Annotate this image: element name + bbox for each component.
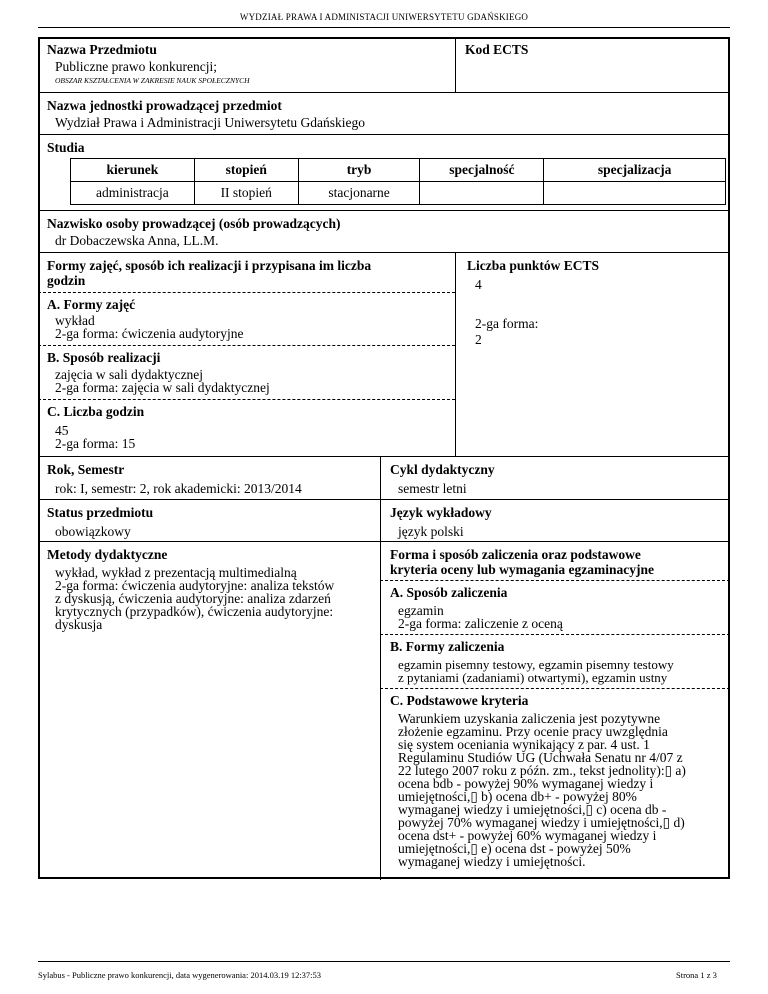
unit-value: Wydział Prawa i Administracji Uniwersytetu Gdańskiego <box>55 115 365 130</box>
subject-name-value: Publiczne prawo konkurencji; <box>55 59 217 74</box>
criteria-line: umiejętności,▯ e) ocena dst - powyżej 50% <box>398 841 631 856</box>
forms-label-line2: godzin <box>47 273 86 288</box>
forms-c-line: 2-ga forma: 15 <box>55 436 136 451</box>
ects-points-label: Liczba punktów ECTS <box>467 258 600 273</box>
assessment-b-label: B. Formy zaliczenia <box>390 639 505 654</box>
criteria-line: ocena bdb - powyżej 90% wymaganej wiedzy i <box>398 776 654 791</box>
subject-name-label: Nazwa Przedmiotu <box>47 42 157 57</box>
criteria-line: ocena dst+ - powyżej 60% wymaganej wiedzy i <box>398 828 657 843</box>
assessment-a-line: 2-ga forma: zaliczenie z oceną <box>398 616 563 631</box>
table-header: tryb <box>298 159 420 182</box>
lecturer-label: Nazwisko osoby prowadzącej (osób prowadzących) <box>47 216 341 231</box>
methods-label: Metody dydaktyczne <box>47 547 168 562</box>
criteria-line: wymaganej wiedzy i umiejętności,▯ c) ocena db - <box>398 802 667 817</box>
ects-points-value: 4 <box>475 277 482 292</box>
table-cell: stacjonarne <box>298 182 420 205</box>
divider <box>38 92 730 93</box>
criteria-line: 22 lutego 2007 roku z późn. zm., tekst jednolity):▯ a) <box>398 763 686 778</box>
forms-b-line: zajęcia w sali dydaktycznej <box>55 367 204 382</box>
studies-table <box>70 158 726 205</box>
ects-code-divider <box>455 37 456 93</box>
ects-points-divider <box>455 252 456 457</box>
table-cell <box>544 182 726 205</box>
lecturer-value: dr Dobaczewska Anna, LL.M. <box>55 233 219 248</box>
dashed-divider <box>380 688 730 689</box>
column-divider <box>380 456 381 880</box>
unit-label: Nazwa jednostki prowadzącej przedmiot <box>47 98 282 113</box>
table-header: specjalizacja <box>544 159 726 182</box>
forms-b-line: 2-ga forma: zajęcia w sali dydaktycznej <box>55 380 270 395</box>
assessment-c-label: C. Podstawowe kryteria <box>390 693 529 708</box>
dashed-divider <box>38 345 455 346</box>
methods-line: dyskusja <box>55 617 103 632</box>
forms-label-line1: Formy zajęć, sposób ich realizacji i przypisana im liczba <box>47 258 372 273</box>
criteria-line: powyżej 70% wymaganej wiedzy i umiejętności,▯ d) <box>398 815 685 830</box>
language-value: język polski <box>398 524 464 539</box>
criteria-line: wymaganej wiedzy i umiejętności. <box>398 854 586 869</box>
divider <box>38 541 730 542</box>
forms-a-line: wykład <box>55 313 95 328</box>
methods-line: 2-ga forma: ćwiczenia audytoryjne: analiza tekstów <box>55 578 335 593</box>
table-cell: II stopień <box>194 182 298 205</box>
criteria-line: umiejętności,▯ b) ocena db+ - powyżej 80% <box>398 789 637 804</box>
dashed-divider <box>38 292 455 293</box>
status-value: obowiązkowy <box>55 524 131 539</box>
criteria-line: się system oceniania wynikający z par. 4 ust. 1 <box>398 737 650 752</box>
assessment-a-line: egzamin <box>398 603 444 618</box>
forms-b-label: B. Sposób realizacji <box>47 350 161 365</box>
forms-a-label: A. Formy zajęć <box>47 297 136 312</box>
footer-divider <box>38 961 730 962</box>
table-header-row <box>71 159 726 182</box>
year-value: rok: I, semestr: 2, rok akademicki: 2013/2014 <box>55 481 302 496</box>
table-header: specjalność <box>420 159 544 182</box>
page-number: Strona 1 z 3 <box>676 970 717 980</box>
year-label: Rok, Semestr <box>47 462 125 477</box>
language-label: Język wykładowy <box>390 505 492 520</box>
status-label: Status przedmiotu <box>47 505 154 520</box>
assessment-label-line1: Forma i sposób zaliczenia oraz podstawowe <box>390 547 641 562</box>
studies-label: Studia <box>47 140 85 155</box>
footer-left: Sylabus - Publiczne prawo konkurencji, data wygenerowania: 2014.03.19 12:37:53 <box>38 970 322 980</box>
divider <box>38 499 730 500</box>
dashed-divider <box>380 580 730 581</box>
table-cell: administracja <box>71 182 195 205</box>
criteria-line: Regulaminu Studiów UG (Uchwała Senatu nr 4/07 z <box>398 750 683 765</box>
methods-line: krytycznych (przypadków), ćwiczenia audytoryjne: <box>55 604 334 619</box>
methods-line: z dyskusją, ćwiczenia audytoryjne: analiza zdarzeń <box>55 591 331 606</box>
table-row <box>71 182 726 205</box>
page-header: WYDZIAŁ PRAWA I ADMINISTACJI UNIWERSYTETU GDAŃSKIEGO <box>239 12 529 22</box>
dashed-divider <box>38 399 455 400</box>
table-cell <box>420 182 544 205</box>
subject-area: OBSZAR KSZTAŁCENIA W ZAKRESIE NAUK SPOŁECZNYCH <box>55 76 250 85</box>
dashed-divider <box>380 634 730 635</box>
ects-second-value: 2 <box>475 332 482 347</box>
table-header: kierunek <box>71 159 195 182</box>
cycle-label: Cykl dydaktyczny <box>390 462 495 477</box>
assessment-b-line: z pytaniami (zadaniami) otwartymi), egzamin ustny <box>398 670 668 685</box>
divider <box>38 252 730 253</box>
header-divider <box>38 27 730 28</box>
assessment-a-label: A. Sposób zaliczenia <box>390 585 508 600</box>
table-header: stopień <box>194 159 298 182</box>
cycle-value: semestr letni <box>398 481 467 496</box>
ects-second-label: 2-ga forma: <box>475 316 539 331</box>
criteria-line: Warunkiem uzyskania zaliczenia jest pozytywne <box>398 711 661 726</box>
forms-c-line: 45 <box>55 423 69 438</box>
divider <box>38 456 730 457</box>
divider <box>38 210 730 211</box>
assessment-label-line2: kryteria oceny lub wymagania egzaminacyjne <box>390 562 654 577</box>
divider <box>38 134 730 135</box>
forms-a-line: 2-ga forma: ćwiczenia audytoryjne <box>55 326 244 341</box>
methods-line: wykład, wykład z prezentacją multimedialną <box>55 565 297 580</box>
criteria-line: złożenie egzaminu. Przy ocenie pracy uwzględnia <box>398 724 668 739</box>
forms-c-label: C. Liczba godzin <box>47 404 145 419</box>
assessment-b-line: egzamin pisemny testowy, egzamin pisemny testowy <box>398 657 674 672</box>
ects-code-label: Kod ECTS <box>465 42 529 57</box>
